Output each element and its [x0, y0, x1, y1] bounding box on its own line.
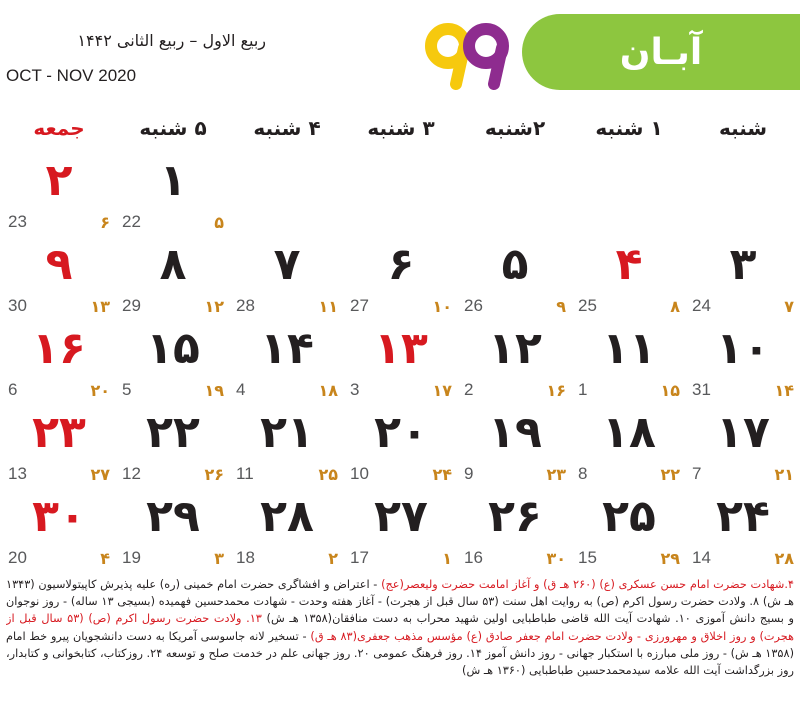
gregorian-day: 3 [350, 380, 360, 399]
hijri-day: ۱۵ [660, 380, 680, 400]
day-cell[interactable] [2, 240, 116, 324]
hijri-day: ۱۳ [90, 296, 110, 316]
hijri-day: ۲۳ [546, 464, 566, 484]
day-subdates [8, 464, 110, 484]
day-number: ۷ [273, 239, 301, 290]
hijri-months: ربیع الاول – ربیع الثانی ۱۴۴۲ [77, 31, 266, 50]
gregorian-day: 29 [122, 296, 141, 315]
hijri-day: ۵ [214, 212, 224, 232]
weekday-header [0, 116, 800, 148]
day-number: ۵ [501, 239, 529, 290]
day-subdates [692, 548, 794, 568]
day-subdates [8, 212, 110, 232]
hijri-day: ۱۰ [432, 296, 452, 316]
calendar-grid [0, 156, 800, 576]
weekday-label: ۲شنبه [484, 116, 546, 140]
hijri-day: ۲۸ [774, 548, 794, 568]
day-cell[interactable] [572, 324, 686, 408]
hijri-day: ۱ [442, 548, 452, 568]
gregorian-day: 18 [236, 548, 255, 567]
day-cell[interactable] [344, 408, 458, 492]
day-subdates [578, 296, 680, 316]
hijri-day: ۲۱ [774, 464, 794, 484]
day-subdates [350, 464, 452, 484]
day-cell[interactable] [230, 324, 344, 408]
day-number: ۲۲ [146, 407, 200, 458]
day-number: ۲۷ [374, 491, 428, 542]
day-cell[interactable] [116, 324, 230, 408]
day-subdates [350, 548, 452, 568]
day-number: ۱۴ [260, 323, 314, 374]
gregorian-day: 13 [8, 464, 27, 483]
day-subdates [236, 548, 338, 568]
logo-nine-purple-icon [469, 29, 503, 84]
brand-logo [420, 16, 518, 96]
day-number: ۱۸ [602, 407, 656, 458]
hijri-day: ۲۴ [432, 464, 452, 484]
day-subdates [350, 296, 452, 316]
month-name-tab [522, 14, 800, 90]
day-cell[interactable] [686, 492, 800, 576]
day-number: ۱۷ [716, 407, 770, 458]
gregorian-day: 15 [578, 548, 597, 567]
gregorian-day: 14 [692, 548, 711, 567]
day-number: ۱۰ [716, 323, 770, 374]
day-subdates [578, 548, 680, 568]
holiday-note: ۱۳. ولادت حضرت رسول اکرم (ص) (۵۳ سال قبل از هجرت) و روز اخلاق و مهرورزی - ولادت حضرت امام جعفر صادق (ع) مؤسس مذهب جعفری(۸۳ هـ ق) [6, 612, 794, 643]
day-number: ۲۳ [32, 407, 86, 458]
gregorian-day: 23 [8, 212, 27, 231]
day-cell[interactable] [2, 324, 116, 408]
gregorian-day: 1 [578, 380, 588, 399]
day-subdates [578, 380, 680, 400]
hijri-day: ۲۹ [660, 548, 680, 568]
gregorian-day: 19 [122, 548, 141, 567]
day-number: ۱۳ [374, 323, 428, 374]
day-cell[interactable] [116, 492, 230, 576]
hijri-day: ۳ [214, 548, 224, 568]
day-subdates [236, 380, 338, 400]
day-cell[interactable] [344, 240, 458, 324]
day-number: ۱۶ [32, 323, 86, 374]
day-cell[interactable] [686, 408, 800, 492]
hijri-day: ۴ [100, 548, 110, 568]
hijri-day: ۲ [328, 548, 338, 568]
day-cell[interactable] [458, 324, 572, 408]
hijri-day: ۲۵ [318, 464, 338, 484]
hijri-day: ۹ [556, 296, 566, 316]
day-cell[interactable] [2, 492, 116, 576]
weekday-label: ۴ شنبه [253, 116, 321, 140]
day-subdates [692, 296, 794, 316]
day-number: ۳ [729, 239, 757, 290]
day-subdates [8, 548, 110, 568]
day-subdates [122, 380, 224, 400]
day-cell[interactable] [2, 408, 116, 492]
day-number: ۲۸ [260, 491, 314, 542]
hijri-day: ۱۱ [318, 296, 338, 316]
day-cell[interactable] [458, 492, 572, 576]
day-number: ۱۱ [602, 323, 656, 374]
day-cell[interactable] [230, 408, 344, 492]
gregorian-day: 27 [350, 296, 369, 315]
gregorian-day: 7 [692, 464, 702, 483]
day-number: ۸ [159, 239, 187, 290]
day-cell[interactable] [230, 492, 344, 576]
weekday-label: ۱ شنبه [595, 116, 663, 140]
gregorian-day: 20 [8, 548, 27, 567]
gregorian-day: 12 [122, 464, 141, 483]
gregorian-day: 16 [464, 548, 483, 567]
hijri-day: ۱۶ [546, 380, 566, 400]
hijri-day: ۱۹ [204, 380, 224, 400]
holiday-note: ۴.شهادت حضرت امام حسن عسکری (ع) (۲۶۰ هـ ق) و آغاز امامت حضرت ولیعصر(عج) [377, 578, 794, 591]
day-cell[interactable] [572, 240, 686, 324]
day-subdates [464, 380, 566, 400]
gregorian-day: 26 [464, 296, 483, 315]
gregorian-day: 8 [578, 464, 588, 483]
day-number: ۳۰ [32, 491, 86, 542]
gregorian-day: 30 [8, 296, 27, 315]
month-name: آبـان [619, 31, 703, 73]
day-cell[interactable] [344, 324, 458, 408]
logo-nine-yellow-icon [431, 29, 465, 84]
day-cell[interactable] [116, 156, 230, 240]
hijri-day: ۳۰ [546, 548, 566, 568]
gregorian-months: OCT - NOV 2020 [6, 66, 137, 85]
day-subdates [350, 380, 452, 400]
day-subdates [692, 464, 794, 484]
gregorian-day: 9 [464, 464, 474, 483]
hijri-day: ۶ [100, 212, 110, 232]
day-number: ۱ [159, 155, 187, 206]
day-cell[interactable] [572, 408, 686, 492]
day-subdates [8, 380, 110, 400]
day-number: ۲۰ [374, 407, 428, 458]
day-subdates [464, 548, 566, 568]
day-cell[interactable] [116, 408, 230, 492]
gregorian-day: 28 [236, 296, 255, 315]
day-subdates [464, 296, 566, 316]
hijri-day: ۸ [670, 296, 680, 316]
hijri-day: ۱۷ [432, 380, 452, 400]
day-number: ۲۴ [716, 491, 770, 542]
day-subdates [236, 464, 338, 484]
day-cell[interactable] [2, 156, 116, 240]
weekday-label: ۳ شنبه [367, 116, 435, 140]
hijri-day: ۲۷ [90, 464, 110, 484]
occasions-notes [6, 576, 794, 714]
day-subdates [236, 296, 338, 316]
gregorian-day: 17 [350, 548, 369, 567]
gregorian-day: 11 [236, 464, 254, 483]
hijri-day: ۲۲ [660, 464, 680, 484]
weekday-label: جمعه [33, 116, 85, 140]
day-number: ۲۱ [260, 407, 314, 458]
day-subdates [8, 296, 110, 316]
day-cell[interactable] [686, 240, 800, 324]
hijri-day: ۲۶ [204, 464, 224, 484]
day-number: ۱۵ [146, 323, 200, 374]
day-cell[interactable] [116, 240, 230, 324]
gregorian-day: 6 [8, 380, 18, 399]
hijri-day: ۲۰ [90, 380, 110, 400]
occasion-note: - تسخیر لانه جاسوسی آمریکا به دست دانشجویان پیرو خط امام (۱۳۵۸ هـ ش) - روز ملی مبارزه با استکبار جهانی - روز دانش آموز ۱۴. روز فرهنگ عمومی ۲۰. روز جهانی علم در خدمت صلح و توسعه ۲۴. روزکتاب، کتابخوانی و کتابدار، روز بزرگداشت آیت الله علامه سیدمحمدحسین طباطبایی (۱۳۶۰ هـ ش) [6, 629, 794, 678]
day-number: ۱۹ [488, 407, 542, 458]
day-number: ۱۲ [488, 323, 542, 374]
day-subdates [122, 464, 224, 484]
header-dates [6, 30, 266, 86]
day-number: ۲۵ [602, 491, 656, 542]
gregorian-day: 22 [122, 212, 141, 231]
day-number: ۹ [45, 239, 73, 290]
gregorian-day: 2 [464, 380, 474, 399]
weekday-label: شنبه [718, 116, 768, 140]
day-number: ۶ [387, 239, 415, 290]
weekday-label: ۵ شنبه [139, 116, 207, 140]
day-subdates [578, 464, 680, 484]
day-subdates [122, 548, 224, 568]
gregorian-day: 31 [692, 380, 711, 399]
day-subdates [122, 212, 224, 232]
gregorian-day: 24 [692, 296, 711, 315]
day-subdates [122, 296, 224, 316]
hijri-day: ۱۸ [318, 380, 338, 400]
gregorian-day: 4 [236, 380, 246, 399]
day-subdates [692, 380, 794, 400]
gregorian-day: 25 [578, 296, 597, 315]
day-cell[interactable] [686, 324, 800, 408]
day-number: ۲۶ [488, 491, 542, 542]
day-cell[interactable] [458, 240, 572, 324]
gregorian-day: 5 [122, 380, 132, 399]
day-number: ۴ [615, 239, 643, 290]
day-cell[interactable] [458, 408, 572, 492]
day-cell[interactable] [344, 492, 458, 576]
day-number: ۲۹ [146, 491, 200, 542]
hijri-day: ۱۴ [774, 380, 794, 400]
hijri-day: ۷ [784, 296, 794, 316]
hijri-day: ۱۲ [204, 296, 224, 316]
day-subdates [464, 464, 566, 484]
day-cell[interactable] [572, 492, 686, 576]
day-cell[interactable] [230, 240, 344, 324]
day-number: ۲ [45, 155, 73, 206]
gregorian-day: 10 [350, 464, 369, 483]
occasion-note: - اعتراض و افشاگری حضرت امام خمینی (ره) علیه پذیرش کاپیتولاسیون (۱۳۴۳ هـ ش) ۸. ولادت حضرت رسول اکرم (ص) به روایت اهل سنت (۵۳ سال قبل از هجرت) - آغاز هفته وحدت - شهادت محمدحسین فهمیده (بسیجی ۱۳ ساله) - روز نوجوان و بسیج دانش آموزی ۱۰. شهادت آیت الله قاضی طباطبایی اولین شهید محراب به دست منافقان(۱۳۵۸ هـ ش) [6, 578, 794, 626]
